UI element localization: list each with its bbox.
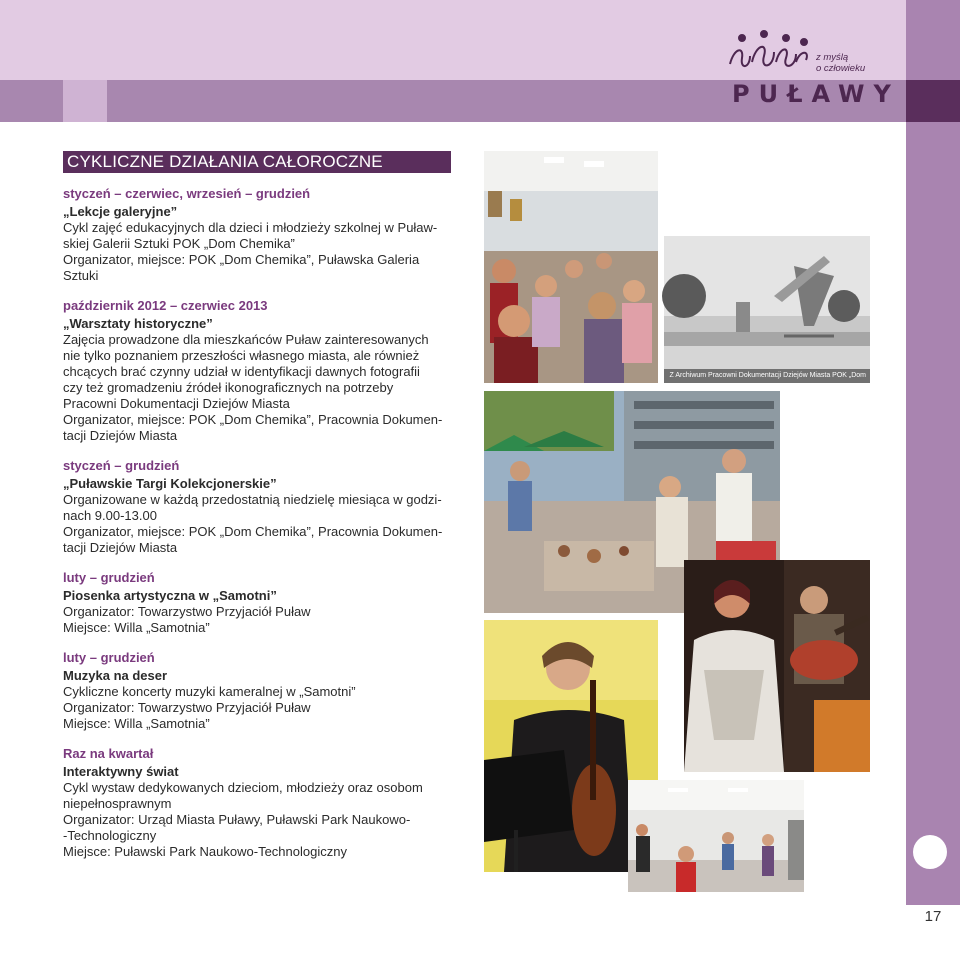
gallery-children-photo bbox=[484, 151, 658, 383]
event-title: „Lekcje galeryjne” bbox=[63, 204, 178, 219]
right-margin-band bbox=[906, 0, 960, 960]
events-list bbox=[63, 186, 449, 874]
monument-photo bbox=[664, 236, 870, 393]
event-title: Muzyka na deser bbox=[63, 668, 168, 683]
event-date: luty – grudzień bbox=[63, 650, 155, 665]
event-text: Organizator, miejsce: POK „Dom Chemika”, Pracownia Dokumen- bbox=[63, 412, 443, 427]
section-title: CYKLICZNE DZIAŁANIA CAŁOROCZNE bbox=[63, 151, 451, 173]
exhibition-hall-photo bbox=[628, 780, 804, 892]
event-text: Organizator, miejsce: POK „Dom Chemika”, Pracownia Dokumen- bbox=[63, 524, 443, 539]
event-text: Miejsce: Willa „Samotnia” bbox=[63, 716, 210, 731]
event-text: -Technologiczny bbox=[63, 828, 157, 843]
event-text: Cykl wystaw dedykowanych dzieciom, młodzieży oraz osobom bbox=[63, 780, 423, 795]
event-text: tacji Dziejów Miasta bbox=[63, 540, 178, 555]
event-title: Piosenka artystyczna w „Samotni” bbox=[63, 588, 277, 603]
event-date: styczeń – czerwiec, wrzesień – grudzień bbox=[63, 186, 311, 201]
event-text: Cykliczne koncerty muzyki kameralnej w „Samotni” bbox=[63, 684, 356, 699]
event-text: Organizator, miejsce: POK „Dom Chemika”, Puławska Galeria bbox=[63, 252, 420, 267]
singer-guitar-photo bbox=[684, 560, 870, 772]
event-text: Zajęcia prowadzone dla mieszkańców Puław zainteresowanych bbox=[63, 332, 429, 347]
event-item bbox=[63, 298, 449, 444]
event-text: niepełnosprawnym bbox=[63, 796, 172, 811]
event-text: chcących brać czynny udział w identyfikacji dawnych fotografii bbox=[63, 364, 420, 379]
event-text: tacji Dziejów Miasta bbox=[63, 428, 178, 443]
logo-tagline-line-2: o człowieku bbox=[816, 63, 866, 74]
event-text: Organizator: Towarzystwo Przyjaciół Puław bbox=[63, 700, 311, 715]
event-text: skiej Galerii Sztuki POK „Dom Chemika” bbox=[63, 236, 295, 251]
logo-figures-icon bbox=[720, 28, 820, 78]
event-text: nach 9.00-13.00 bbox=[63, 508, 157, 523]
event-text: Organizowane w każdą przedostatnią niedzielę miesiąca w godzi- bbox=[63, 492, 442, 507]
event-text: czy też gromadzeniu źródeł ikonograficznych na potrzeby bbox=[63, 380, 394, 395]
header-accent-square bbox=[63, 80, 107, 122]
event-date: Raz na kwartał bbox=[63, 746, 154, 761]
event-item bbox=[63, 650, 449, 732]
event-date: luty – grudzień bbox=[63, 570, 155, 585]
logo-tagline bbox=[816, 52, 865, 74]
event-text: Sztuki bbox=[63, 268, 99, 283]
event-text: Cykl zajęć edukacyjnych dla dzieci i młodzieży szkolnej w Puław- bbox=[63, 220, 438, 235]
event-text: nie tylko poznaniem przeszłości własnego miasta, ale również bbox=[63, 348, 420, 363]
event-text: Organizator: Urząd Miasta Puławy, Puławski Park Naukowo- bbox=[63, 812, 411, 827]
logo-wordmark: PUŁAWY bbox=[732, 80, 900, 108]
event-text: Miejsce: Puławski Park Naukowo-Technologiczny bbox=[63, 844, 347, 859]
event-date: styczeń – grudzień bbox=[63, 458, 180, 473]
event-title: „Warsztaty historyczne” bbox=[63, 316, 213, 331]
event-text: Miejsce: Willa „Samotnia” bbox=[63, 620, 210, 635]
event-text: Organizator: Towarzystwo Przyjaciół Puław bbox=[63, 604, 311, 619]
page-number: 17 bbox=[906, 905, 960, 960]
right-margin-dark-block bbox=[906, 80, 960, 122]
event-date: październik 2012 – czerwiec 2013 bbox=[63, 298, 268, 313]
logo-tagline-line-1: z myślą bbox=[816, 52, 849, 63]
event-item bbox=[63, 186, 449, 284]
event-item bbox=[63, 458, 449, 556]
event-title: „Puławskie Targi Kolekcjonerskie” bbox=[63, 476, 277, 491]
event-title: Interaktywny świat bbox=[63, 764, 179, 779]
photo-caption: Z Archiwum Pracowni Dokumentacji Dziejów Miasta POK „Dom Chemika” bbox=[664, 369, 870, 383]
event-item bbox=[63, 746, 449, 860]
right-margin-dot bbox=[913, 835, 947, 869]
event-item bbox=[63, 570, 449, 636]
pulawy-logo bbox=[720, 28, 900, 118]
event-text: Pracowni Dokumentacji Dziejów Miasta bbox=[63, 396, 290, 411]
